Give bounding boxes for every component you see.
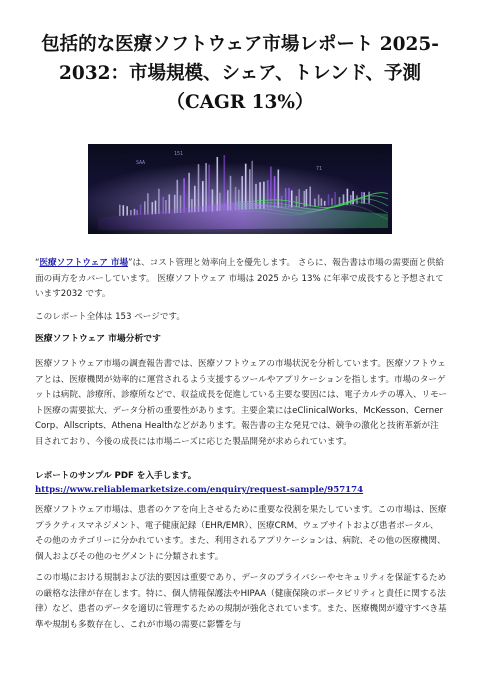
hero-bar [224, 155, 226, 211]
hero-bar [158, 189, 160, 214]
hero-bar [188, 173, 190, 213]
quote-mark: “ [35, 258, 40, 268]
hero-bar [328, 194, 330, 205]
hero-bar [123, 205, 125, 216]
hero-bar [324, 201, 326, 206]
hero-bar [198, 164, 200, 212]
hero-bar [270, 167, 272, 209]
hero-bar [177, 180, 179, 213]
3d-bar-chart-illustration [88, 144, 392, 234]
hero-bar [368, 192, 370, 204]
sample-request [35, 469, 447, 497]
hero-bar [321, 198, 323, 206]
sample-label: レポートのサンプル PDF を入手します。 [35, 471, 197, 481]
hero-bar [183, 178, 185, 212]
hero-bar [267, 180, 269, 208]
hero-bar [314, 199, 316, 207]
hero-bar [363, 192, 365, 204]
pages-note: このレポート全体は 153 ページです。 [35, 312, 185, 322]
intro-paragraph [35, 256, 447, 303]
regulation-paragraph: この市場における規制および法的要因は重要であり、データのプライバシーやセキュリティを保証するための厳格な法律が存在します。特に、個人情報保護法やHIPAA（健康保険のポータビリティと責任に関する法律）など、患者のデータを適切に管理するための規制が強化されています。また、医療機関が遵守すべき基準や規制も多数存在し、これが市場の需要に影響を与 [35, 573, 447, 630]
hero-bar [334, 192, 336, 205]
hero-bar [352, 191, 354, 204]
report-title: 包括的な医療ソフトウェア市場レポート 2025-2032：市場規模、シェア、トレンド、予測（CAGR 13%） [41, 34, 439, 113]
intro-text: ”は、コスト管理と効率向上を優先します。 さらに、報告書は市場の需要面と供給面の両方をカバーしています。 医療ソフトウェア 市場は 2025 から 13% に年率で成長すると予想されています2032 です。 [35, 258, 444, 300]
hero-bar [126, 206, 128, 215]
hero-bar [318, 195, 320, 206]
hero-bar [296, 196, 298, 207]
hero-bar [291, 190, 293, 207]
hero-label-left: SAA [136, 160, 146, 166]
hero-bar [298, 189, 300, 207]
hero-label-right: 71 [316, 166, 323, 172]
sample-request-link[interactable]: https://www.reliablemarketsize.com/enquiry/request-sample/957174 [35, 485, 364, 495]
hero-bar [306, 189, 308, 207]
hero-bar [119, 205, 121, 216]
hero-bar [208, 165, 210, 212]
hero-bar [205, 163, 207, 212]
hero-bar [147, 193, 149, 214]
hero-bar [309, 187, 311, 207]
hero-bar [251, 161, 253, 210]
hero-bar [217, 157, 219, 211]
market-link[interactable]: 医療ソフトウェア 市場 [39, 258, 129, 268]
hero-bar [350, 195, 352, 204]
hero-bar [331, 198, 333, 205]
hero-bar [278, 170, 280, 209]
hero-image [88, 144, 392, 234]
hero-label-top: 151 [174, 151, 184, 157]
segments-paragraph: 医療ソフトウェア市場は、患者のケアを向上させるために重要な役割を果たしています。この市場は、医療プラクティスマネジメント、電子健康記録（EHR/EMR）、医療CRM、ウェブサイトおよび患者ポータル、その他のカテゴリーに分かれています。また、利用されるアプリケーションは、病院、その他の医療機関、個人およびその他のセグメントに分類されます。 [35, 505, 447, 562]
analysis-paragraph: 医療ソフトウェア市場の調査報告書では、医療ソフトウェアの市場状況を分析しています。医療ソフトウェアとは、医療機関が効率的に運営されるよう支援するツールやアプリケーションを指します。市場のターゲットは病院、診療所、診療所などで、収益成長を促進している主要な要因には、電子カルテの導入、リモート医療の需要拡大、データ分析の重要性があります。主要企業にはeClinicalWorks、McKesson、Cerner Corp、Allscripts、Athena Healthなどがあります。報告書の主な発見では、競争の激化と技術革新が注目されており、今後の成長には市場ニーズに応じた製品開発が求められています。 [35, 359, 447, 447]
analysis-heading: 医療ソフトウェア 市場分析です [35, 334, 161, 344]
